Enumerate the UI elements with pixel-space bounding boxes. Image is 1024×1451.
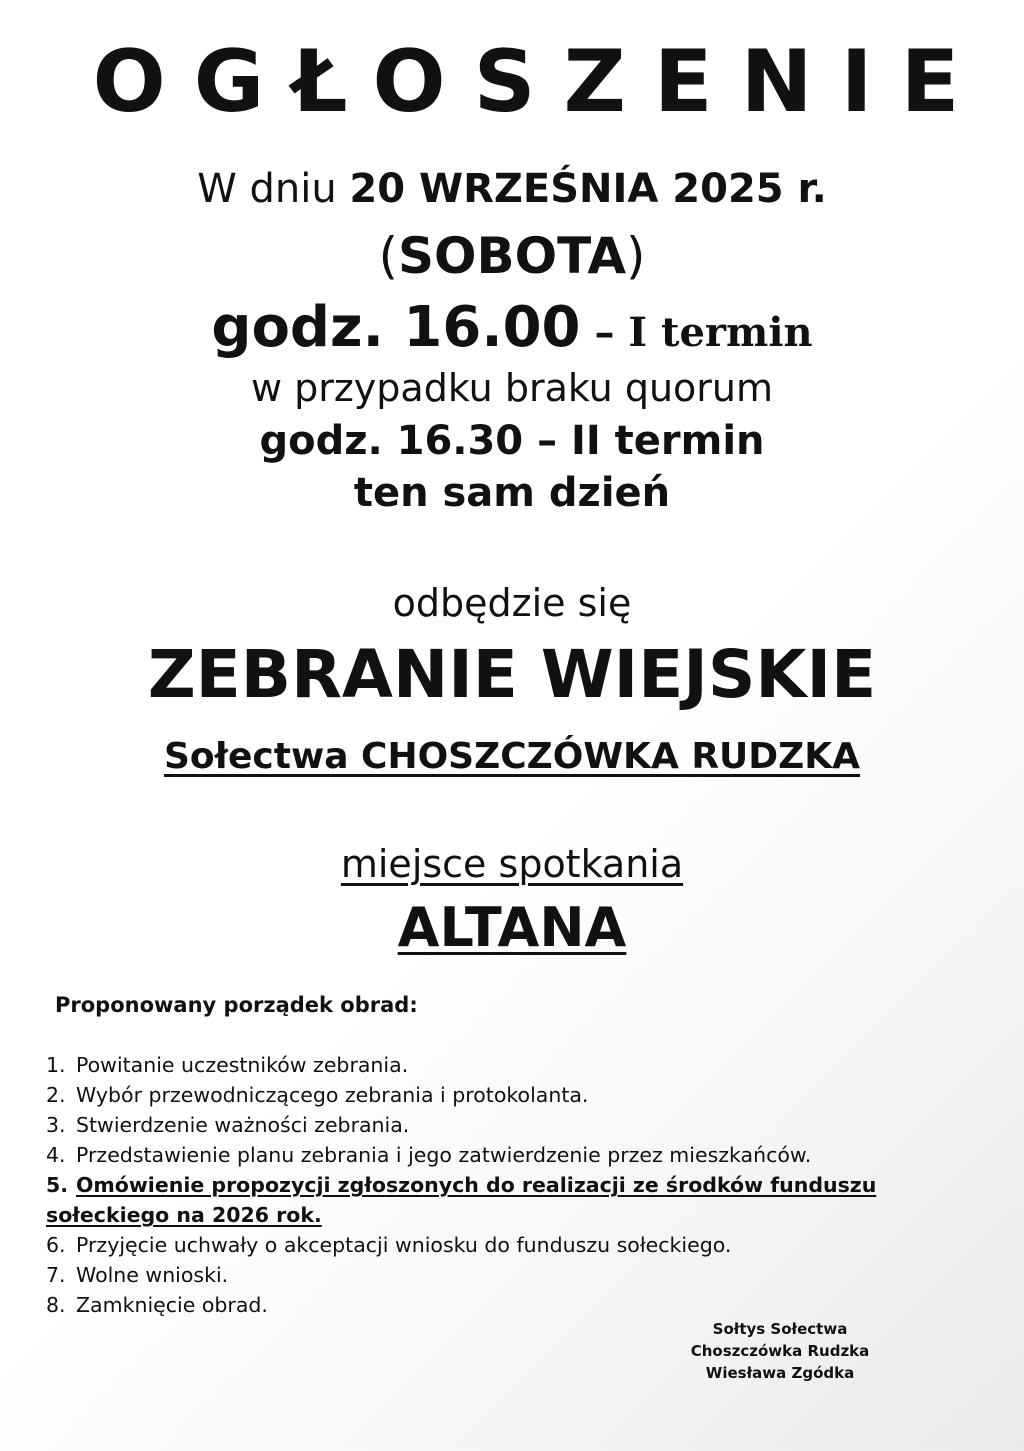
signature-village: Choszczówka Rudzka	[690, 1342, 870, 1360]
day-open-paren: (	[378, 227, 398, 285]
agenda-item	[46, 1260, 976, 1290]
agenda-item-text: Przedstawienie planu zebrania i jego zatwierdzenie przez mieszkańców.	[76, 1143, 812, 1167]
meeting-date: 20 WRZEŚNIA 2025 r.	[349, 166, 827, 212]
agenda-item	[46, 1140, 976, 1170]
organizer-name: Sołectwa CHOSZCZÓWKA RUDZKA	[163, 736, 861, 777]
place-label-line	[0, 838, 1024, 890]
place-label: miejsce spotkania	[340, 842, 684, 886]
day-close-paren: )	[626, 227, 646, 285]
organizer-line	[0, 733, 1024, 781]
meeting-intro: odbędzie się	[392, 581, 632, 625]
date-prefix: W dniu	[197, 166, 350, 212]
agenda-item-text: Stwierdzenie ważności zebrania.	[76, 1113, 410, 1137]
meeting-place: ALTANA	[397, 896, 627, 959]
agenda-item	[46, 1080, 976, 1110]
agenda-item-text: Zamknięcie obrad.	[76, 1293, 268, 1317]
page-title: OGŁOSZENIE	[92, 32, 988, 132]
agenda-item-number: 5.	[46, 1173, 69, 1197]
signature-name: Wiesława Zgódka	[705, 1364, 855, 1382]
signature-block	[660, 1318, 900, 1384]
agenda-item-number: 6.	[46, 1233, 66, 1257]
signature-role: Sołtys Sołectwa	[712, 1320, 848, 1338]
day-line	[0, 224, 1024, 288]
agenda-item-number: 3.	[46, 1113, 66, 1137]
agenda-item-highlighted	[46, 1170, 976, 1230]
meeting-name: ZEBRANIE WIEJSKIE	[147, 636, 877, 713]
agenda-item-number: 1.	[46, 1053, 66, 1077]
agenda-item-text: Przyjęcie uchwały o akceptacji wniosku do funduszu sołeckiego.	[76, 1233, 732, 1257]
agenda-item-number: 7.	[46, 1263, 66, 1287]
agenda-item-text: Powitanie uczestników zebrania.	[76, 1053, 409, 1077]
agenda-item-number: 8.	[46, 1293, 66, 1317]
agenda-item	[46, 1290, 976, 1320]
quorum-note: w przypadku braku quorum	[250, 366, 774, 410]
first-term-label: – I termin	[580, 309, 813, 356]
first-term-time: godz. 16.00	[211, 295, 581, 360]
same-day-note: ten sam dzień	[353, 470, 671, 516]
agenda-item	[46, 1110, 976, 1140]
agenda-title: Proponowany porządek obrad:	[55, 993, 418, 1017]
agenda-item	[46, 1230, 976, 1260]
agenda-item-text: Wybór przewodniczącego zebrania i protokolanta.	[76, 1083, 589, 1107]
place-line	[0, 893, 1024, 963]
agenda-item-number: 2.	[46, 1083, 66, 1107]
agenda-item-number: 4.	[46, 1143, 66, 1167]
date-line	[0, 163, 1024, 215]
second-term-line: godz. 16.30 – II termin	[259, 418, 765, 464]
agenda-item	[46, 1050, 976, 1080]
agenda-item-text: Omówienie propozycji zgłoszonych do realizacji ze środków funduszu sołeckiego na 2026 rok.	[46, 1173, 877, 1227]
agenda-item-text: Wolne wnioski.	[76, 1263, 229, 1287]
agenda-list	[46, 1050, 976, 1320]
meeting-day: SOBOTA	[397, 227, 627, 285]
